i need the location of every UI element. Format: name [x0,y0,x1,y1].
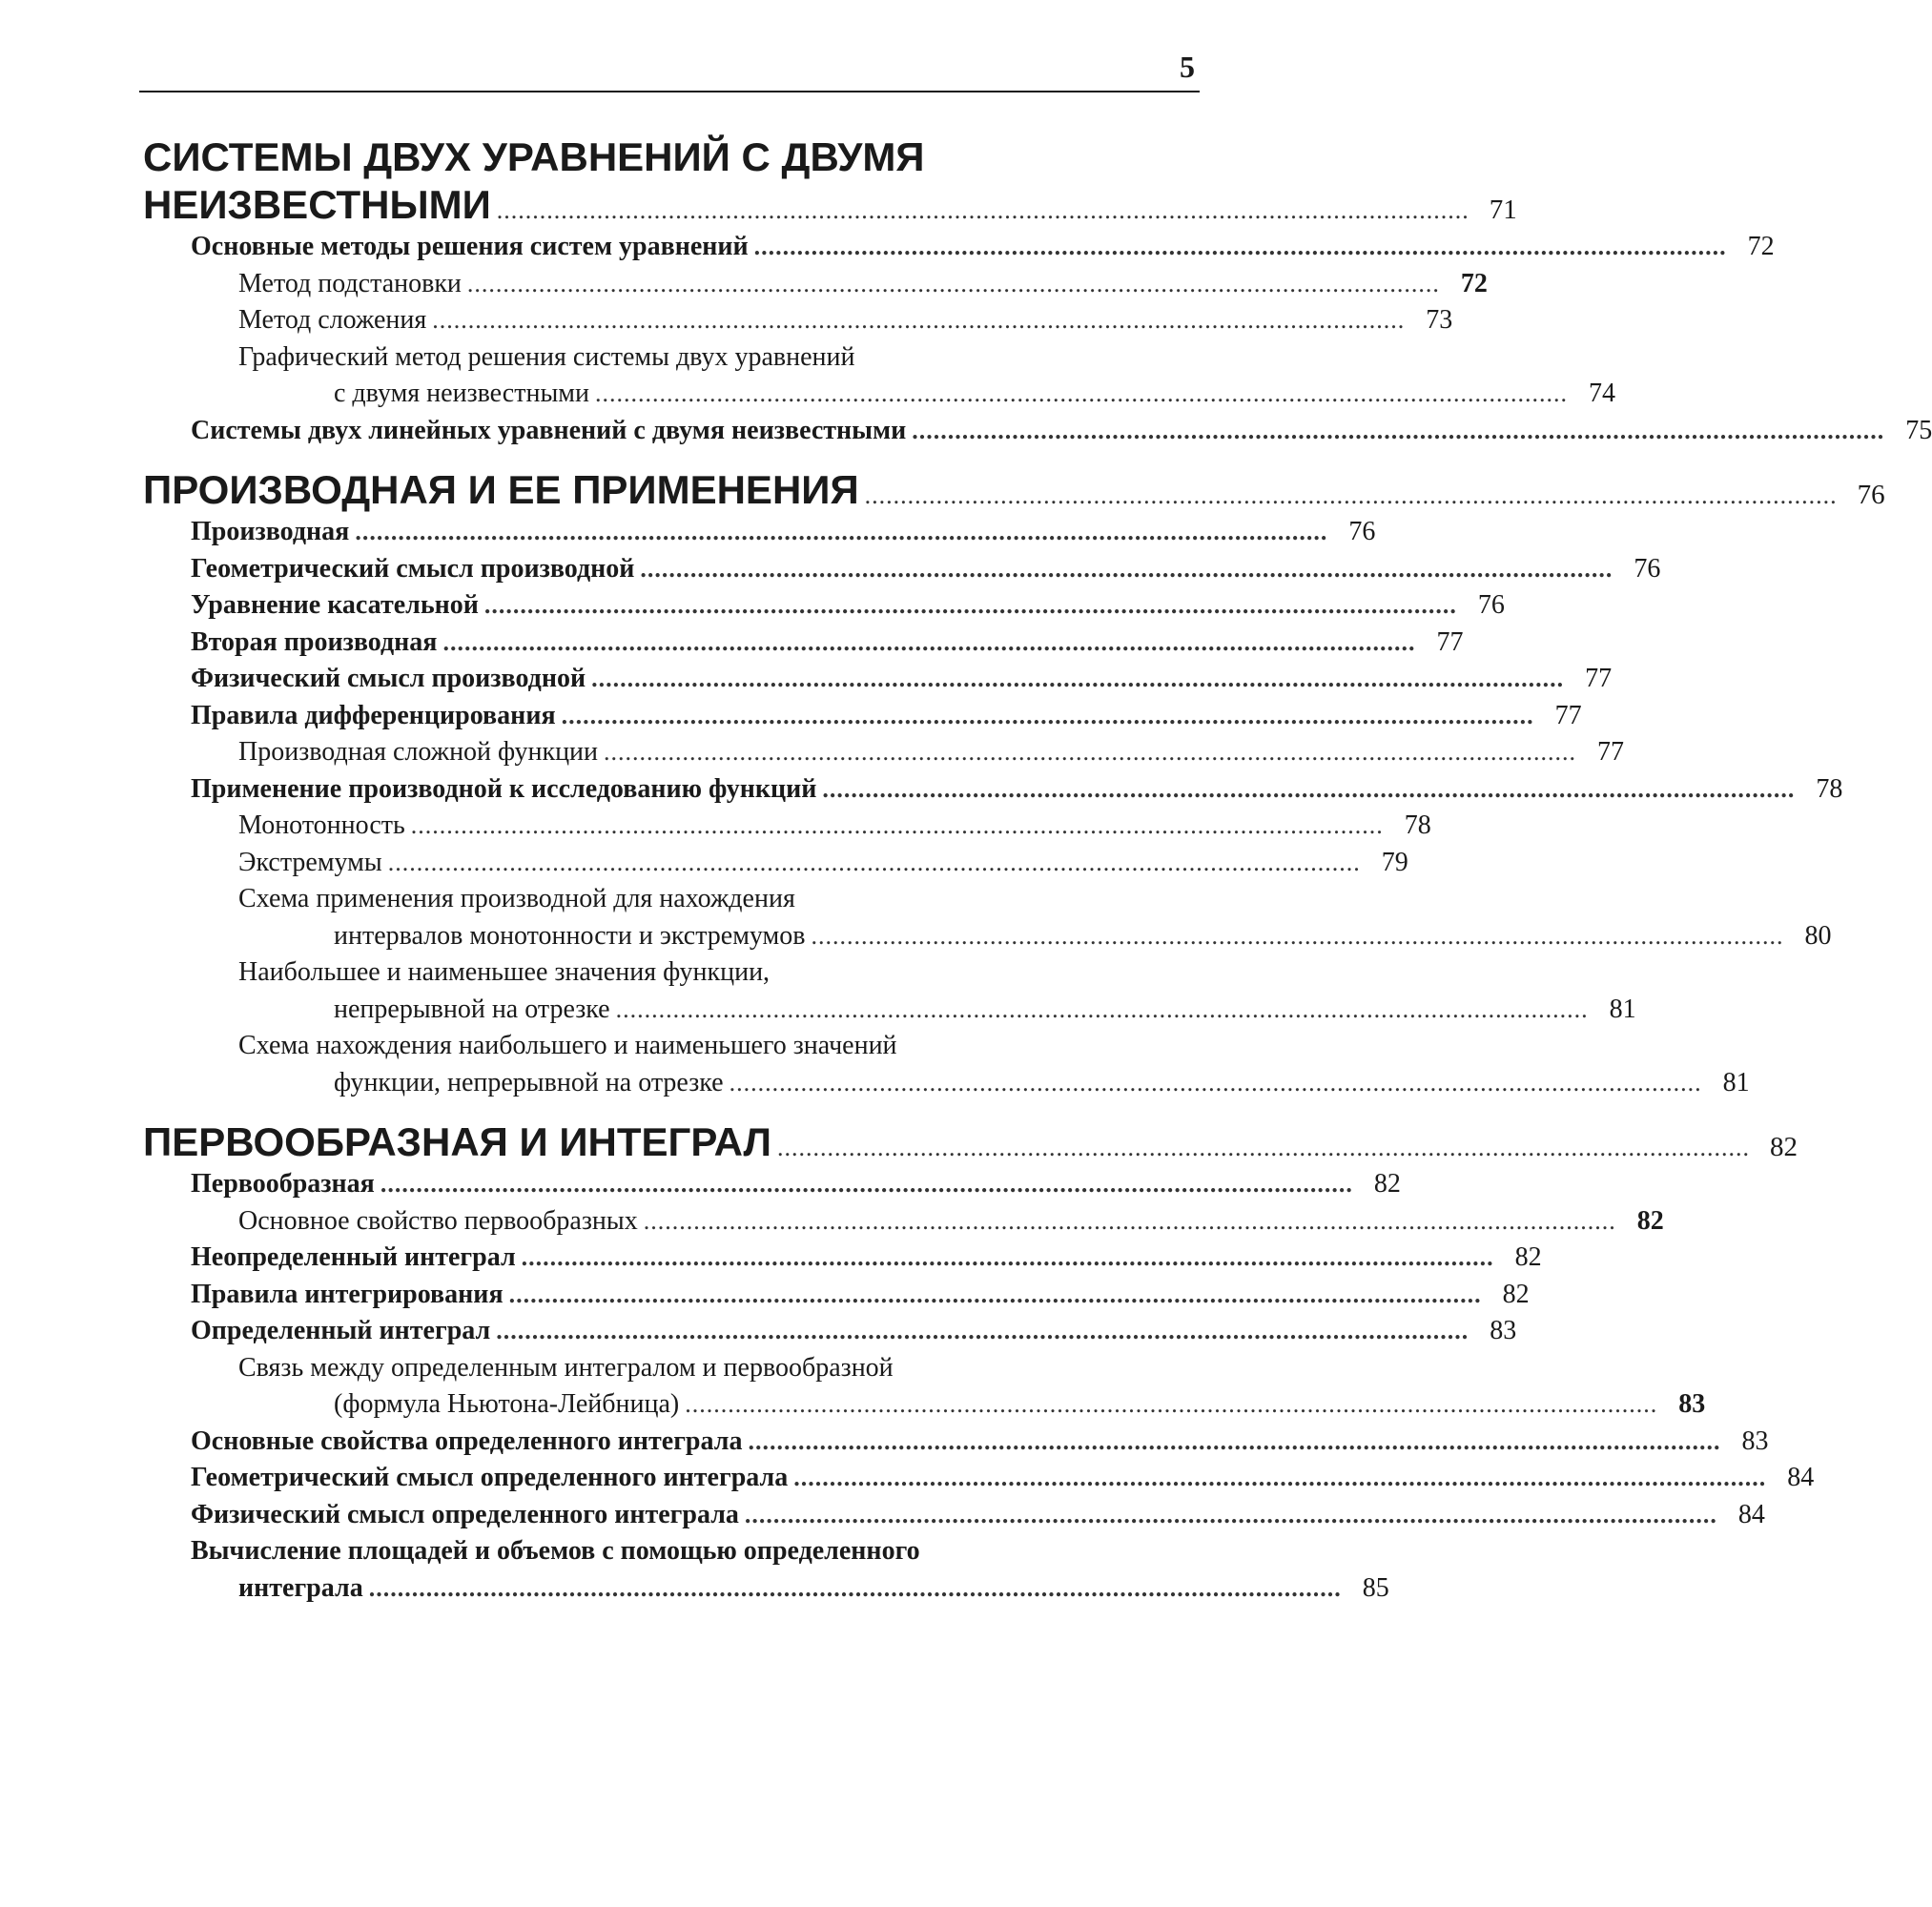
chapter-title-line: СИСТЕМЫ ДВУХ УРАВНЕНИЙ С ДВУМЯ [143,134,925,179]
entry-title-line: Наибольшее и наименьшее значения функции, [238,957,771,987]
dot-leader: ........................................................................................................................................ [380,1170,1353,1198]
dot-leader: ........................................................................................................................................ [615,995,1589,1023]
toc-entry[interactable] [143,376,1615,413]
toc-entry[interactable] [143,1277,1530,1314]
page-ref: 73 [1426,305,1453,335]
toc-entry[interactable] [143,1460,1815,1497]
page-ref: 84 [1737,1499,1765,1529]
dot-leader: ........................................................................................................................................ [521,1243,1494,1271]
page-ref: 78 [1404,810,1431,840]
dot-leader: ........................................................................................................................................ [640,554,1613,583]
toc-entry[interactable] [143,992,1636,1029]
toc-entry[interactable] [143,845,1408,882]
entry-title: Физический смысл определенного интеграла [191,1499,739,1529]
toc-entry[interactable] [143,698,1582,735]
entry-title: Применение производной к исследованию функций [191,773,817,804]
toc-entry[interactable] [143,1240,1542,1277]
entry-title: Геометрический смысл определенного интеграла [191,1463,789,1492]
page-ref: 83 [1678,1389,1706,1419]
toc-entry[interactable] [143,1570,1389,1608]
page-ref: 83 [1490,1316,1517,1345]
toc-entry-chapter[interactable] [143,466,1885,514]
page-ref: 77 [1597,737,1625,767]
dot-leader: ........................................................................................................................................ [912,416,1885,444]
entry-title-line: Вычисление площадей и объемов с помощью определенного [191,1536,920,1566]
page-ref: 81 [1609,994,1636,1024]
entry-title: (формула Ньютона-Лейбница) [334,1389,680,1419]
dot-leader: ........................................................................................................................................ [604,738,1577,766]
entry-title: Монотонность [238,810,405,840]
toc-entry[interactable] [143,1386,1706,1424]
page-ref: 77 [1436,626,1464,657]
toc-entry[interactable] [143,771,1843,809]
entry-title: Вторая производная [191,626,438,657]
dot-leader: ........................................................................................................................................ [591,665,1565,692]
chapter-integral [143,1118,1798,1166]
toc-entry[interactable] [143,229,1775,266]
entry-title: интеграла [238,1572,363,1603]
dot-leader: ........................................................................................................................................ [561,701,1534,729]
entry-title: Производная сложной функции [238,737,599,767]
page-ref: 72 [1747,232,1775,261]
page-ref: 71 [1489,195,1517,225]
entry-title: Физический смысл производной [191,664,586,693]
page-ref: 82 [1770,1132,1798,1162]
dot-leader: ........................................................................................................................................ [753,233,1727,260]
dot-leader: ........................................................................................................................................ [410,811,1384,839]
toc-entry[interactable] [143,551,1661,588]
page-ref: 75 [1905,415,1932,445]
dot-leader: ........................................................................................................................................ [496,1317,1470,1344]
entry-title: Метод подстановки [238,268,462,298]
toc-entry[interactable] [143,661,1613,698]
toc-entry[interactable] [143,918,1832,955]
page-number: 5 [1180,50,1195,84]
entry-title: Первообразная [191,1169,375,1199]
page-ref: 82 [1514,1242,1542,1272]
toc-entry[interactable] [143,514,1376,551]
page-ref: 77 [1554,700,1582,730]
chapter-title: НЕИЗВЕСТНЫМИ [143,182,491,227]
chapter-title: ПРОИЗВОДНАЯ И ЕЕ ПРИМЕНЕНИЯ [143,467,859,512]
page-ref: 78 [1816,773,1843,804]
toc-entry[interactable] [143,625,1464,662]
toc-entry[interactable] [143,266,1488,303]
entry-title-line: Схема нахождения наибольшего и наименьшего значений [238,1031,897,1060]
page-ref: 76 [1857,480,1885,510]
page-ref: 80 [1804,920,1832,951]
dot-leader: ........................................................................................................................................ [508,1280,1482,1308]
toc-entry[interactable] [143,1065,1750,1102]
page-ref: 85 [1362,1572,1389,1603]
page-ref: 77 [1585,664,1613,693]
dot-leader: ........................................................................................................................................ [496,196,1470,224]
header-rule [139,91,1200,92]
page-ref: 76 [1477,590,1505,620]
toc-entry[interactable] [143,413,1932,450]
entry-title: Неопределенный интеграл [191,1242,516,1272]
table-of-contents [143,133,1932,1616]
chapter-systems [143,133,1517,229]
page-ref: 82 [1502,1279,1530,1309]
dot-leader: ........................................................................................................................................ [387,848,1361,876]
dot-leader: ........................................................................................................................................ [685,1390,1658,1418]
entry-title: непрерывной на отрезке [334,994,610,1024]
dot-leader: ........................................................................................................................................ [466,269,1440,297]
page-ref: 82 [1636,1205,1664,1236]
entry-title-line: Связь между определенным интегралом и первообразной [238,1352,894,1383]
dot-leader: ........................................................................................................................................ [643,1206,1616,1235]
dot-leader: ........................................................................................................................................ [748,1426,1721,1455]
toc-entry[interactable] [143,1166,1401,1203]
dot-leader: ........................................................................................................................................ [355,518,1328,545]
page-ref: 82 [1373,1169,1401,1199]
toc-entry[interactable] [143,1497,1765,1534]
dot-leader: ........................................................................................................................................ [729,1068,1702,1097]
toc-entry[interactable] [143,1313,1517,1350]
dot-leader: ........................................................................................................................................ [483,591,1457,619]
dot-leader: ........................................................................................................................................ [864,482,1838,509]
dot-leader: ........................................................................................................................................ [744,1500,1717,1528]
entry-title: Метод сложения [238,305,427,335]
dot-leader: ........................................................................................................................................ [432,306,1406,334]
entry-title: Правила дифференцирования [191,700,556,730]
entry-title: с двумя неизвестными [334,379,589,408]
page-ref: 84 [1787,1463,1815,1492]
entry-title: функции, непрерывной на отрезке [334,1067,724,1097]
entry-title-line: Схема применения производной для нахождения [238,884,795,913]
page-ref: 72 [1460,268,1488,298]
dot-leader: ........................................................................................................................................ [777,1134,1750,1161]
entry-title: Определенный интеграл [191,1316,491,1345]
toc-entry[interactable] [143,1203,1664,1241]
dot-leader: ........................................................................................................................................ [811,921,1784,950]
toc-entry[interactable] [143,808,1431,845]
toc-entry[interactable] [143,734,1625,771]
entry-title-line: Графический метод решения системы двух уравнений [238,341,855,372]
chapter-title: ПЕРВООБРАЗНАЯ И ИНТЕГРАЛ [143,1119,771,1164]
dot-leader: ........................................................................................................................................ [442,627,1416,656]
entry-title: Экстремумы [238,847,382,877]
entry-title: интервалов монотонности и экстремумов [334,920,806,951]
entry-title: Системы двух линейных уравнений с двумя неизвестными [191,415,907,445]
page-ref: 76 [1348,517,1376,546]
entry-title: Основные свойства определенного интеграла [191,1425,743,1456]
page-ref: 83 [1741,1425,1769,1456]
entry-title: Основные методы решения систем уравнений [191,232,749,261]
page-ref: 81 [1722,1067,1750,1097]
toc-entry[interactable] [143,587,1505,625]
entry-title: Геометрический смысл производной [191,553,635,584]
dot-leader: ........................................................................................................................................ [368,1573,1342,1602]
entry-title: Основное свойство первообразных [238,1205,638,1236]
entry-title: Правила интегрирования [191,1279,504,1309]
entry-title: Уравнение касательной [191,590,479,620]
toc-entry[interactable] [143,1424,1769,1461]
toc-entry[interactable] [143,302,1453,339]
dot-leader: ........................................................................................................................................ [793,1464,1767,1491]
dot-leader: ........................................................................................................................................ [822,774,1796,803]
toc-entry-chapter[interactable] [143,1118,1798,1166]
chapter-derivative [143,466,1885,514]
toc-entry-chapter[interactable] [143,181,1517,229]
page-ref: 76 [1634,553,1661,584]
page-ref: 79 [1381,847,1408,877]
page-ref: 74 [1588,379,1615,408]
entry-title: Производная [191,517,350,546]
dot-leader: ........................................................................................................................................ [594,379,1568,407]
